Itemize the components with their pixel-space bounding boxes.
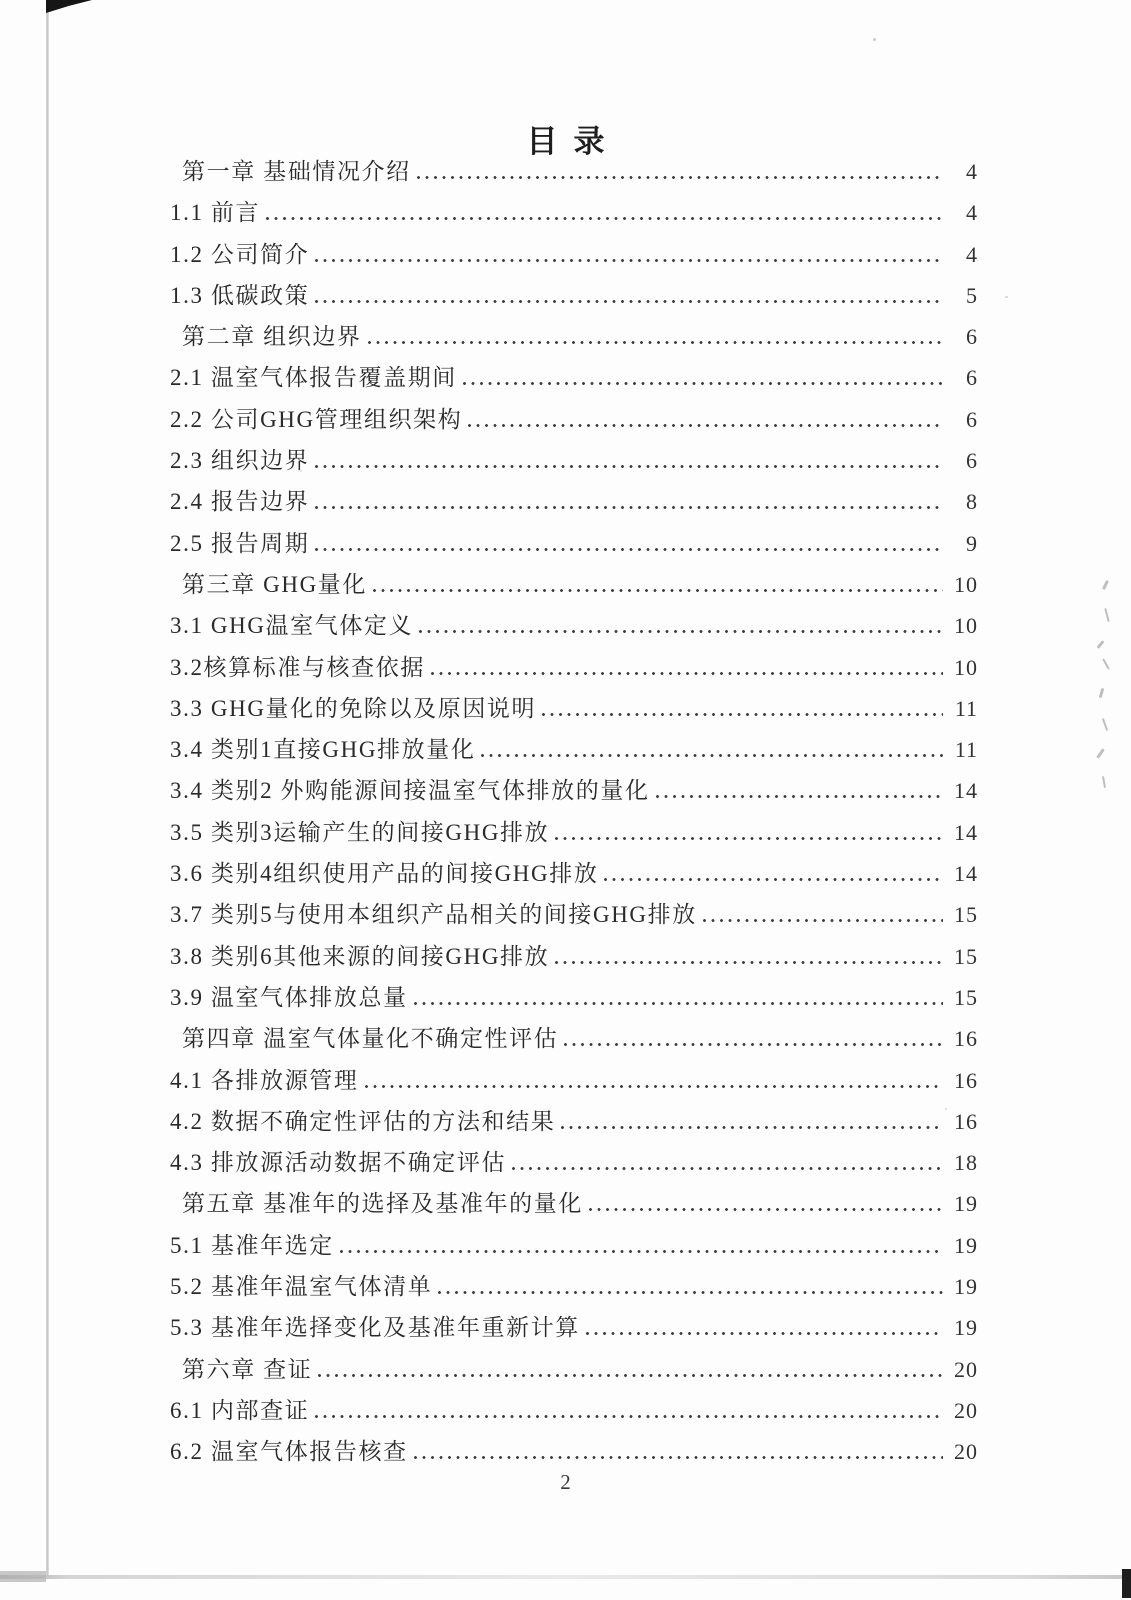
dot-leader [586, 1332, 943, 1335]
toc-entry [170, 894, 978, 935]
toc-entry [170, 1266, 978, 1307]
dot-leader [438, 1291, 943, 1294]
dot-leader [589, 1208, 943, 1211]
toc-entry [170, 234, 978, 275]
toc-entry-label: 5.2 基准年温室气体清单 [170, 1274, 433, 1300]
toc-entry [170, 1225, 978, 1266]
toc-entry-label: 2.2 公司GHG管理组织架构 [170, 406, 463, 432]
scan-speck [1005, 296, 1008, 298]
toc-entry-page: 8 [966, 489, 978, 515]
toc-entry [170, 1349, 978, 1390]
toc-entry [170, 1390, 978, 1431]
dot-leader [315, 259, 943, 262]
toc-entry [170, 1018, 978, 1059]
toc-entry-page: 18 [954, 1150, 978, 1176]
toc-entry-page: 11 [954, 737, 978, 763]
toc-entry-page: 15 [954, 984, 978, 1010]
dot-leader [318, 1374, 943, 1377]
toc-entry [170, 1101, 978, 1142]
toc-entry [170, 729, 978, 770]
toc-entry-page: 14 [954, 861, 978, 887]
toc-entry-label: 1.2 公司简介 [170, 241, 310, 267]
toc-entry-label: 第五章 基准年的选择及基准年的量化 [182, 1191, 583, 1217]
toc-entry [170, 192, 978, 233]
dot-leader [365, 1085, 944, 1088]
toc-entry-label: 3.4 类别2 外购能源间接温室气体排放的量化 [170, 778, 650, 804]
toc-entry-label: 2.5 报告周期 [170, 530, 310, 556]
toc-entry-page: 15 [954, 943, 978, 969]
toc-entry [170, 523, 978, 564]
toc-entry [170, 151, 978, 192]
toc-entry [170, 936, 978, 977]
toc-entry-page: 14 [954, 778, 978, 804]
dot-leader [564, 1043, 943, 1046]
toc-entry-label: 3.2核算标准与核查依据 [170, 654, 425, 680]
toc-entry-page: 10 [954, 654, 978, 680]
toc-entry-label: 6.1 内部查证 [170, 1397, 310, 1423]
toc-entry [170, 316, 978, 357]
toc-entry [170, 605, 978, 646]
dot-leader [315, 548, 943, 551]
toc-entry-page: 19 [954, 1274, 978, 1300]
dot-leader [468, 424, 943, 427]
toc-entry-page: 16 [954, 1026, 978, 1052]
toc-entry [170, 357, 978, 398]
toc-entry [170, 1307, 978, 1348]
toc-entry-page: 16 [954, 1108, 978, 1134]
dot-leader [315, 1415, 943, 1418]
toc-entry-label: 3.5 类别3运输产生的间接GHG排放 [170, 819, 550, 845]
toc-entry-label: 第一章 基础情况介绍 [182, 159, 411, 184]
toc-entry-page: 20 [954, 1439, 978, 1465]
toc-entry [170, 688, 978, 729]
toc-entry-page: 15 [954, 902, 978, 928]
toc-entry [170, 564, 978, 605]
toc-entry-label: 第六章 查证 [182, 1356, 313, 1382]
dot-leader [512, 1167, 943, 1170]
dot-leader [463, 382, 943, 385]
scan-edge-mark [1122, 1569, 1131, 1598]
toc-entry-label: 3.4 类别1直接GHG排放量化 [170, 737, 476, 763]
toc-entry-label: 第四章 温室气体量化不确定性评估 [182, 1026, 559, 1052]
scan-speck [873, 38, 876, 41]
toc-entry-page: 6 [966, 365, 978, 391]
dot-leader [414, 1002, 943, 1005]
toc-entry-label: 6.2 温室气体报告核查 [170, 1439, 408, 1465]
dot-leader [604, 878, 943, 881]
dot-leader [373, 589, 943, 592]
toc-entry [170, 770, 978, 811]
toc-entry-page: 6 [966, 324, 978, 350]
toc-entry-label: 第三章 GHG量化 [182, 571, 367, 597]
toc-entry-label: 3.3 GHG量化的免除以及原因说明 [170, 695, 537, 721]
toc-entry [170, 399, 978, 440]
toc-entry-page: 14 [954, 819, 978, 845]
toc-entry-page: 9 [966, 530, 978, 556]
toc-entry-page: 5 [966, 282, 978, 308]
dot-leader [656, 795, 943, 798]
toc-list [170, 151, 978, 1473]
scan-bottom-edge [0, 1575, 1131, 1579]
toc-entry [170, 440, 978, 481]
toc-entry [170, 812, 978, 853]
dot-leader [315, 300, 943, 303]
toc-entry [170, 977, 978, 1018]
toc-entry [170, 1431, 978, 1472]
toc-entry-page: 20 [954, 1356, 978, 1382]
toc-entry [170, 481, 978, 522]
toc-entry-label: 2.3 组织边界 [170, 448, 310, 474]
toc-entry-label: 4.2 数据不确定性评估的方法和结果 [170, 1108, 556, 1134]
dot-leader [555, 837, 943, 840]
toc-entry-page: 6 [966, 406, 978, 432]
toc-entry-label: 3.7 类别5与使用本组织产品相关的间接GHG排放 [170, 902, 697, 928]
toc-entry-label: 2.4 报告边界 [170, 489, 310, 515]
dot-leader [419, 630, 943, 633]
scan-smudge [0, 1571, 46, 1582]
toc-entry [170, 1060, 978, 1101]
toc-entry-label: 4.3 排放源活动数据不确定评估 [170, 1150, 507, 1176]
toc-entry-page: 4 [966, 200, 978, 226]
toc-entry-label: 4.1 各排放源管理 [170, 1067, 359, 1093]
dot-leader [417, 176, 943, 179]
toc-entry-page: 4 [966, 159, 978, 184]
dot-leader [266, 217, 943, 220]
dot-leader [340, 1250, 943, 1253]
page-fold-line [46, 0, 49, 1578]
toc-entry-label: 3.6 类别4组织使用产品的间接GHG排放 [170, 861, 599, 887]
page-title: 目录 [526, 124, 621, 159]
footer-page-number: 2 [560, 1470, 571, 1494]
dot-leader [542, 713, 943, 716]
toc-entry-label: 5.1 基准年选定 [170, 1232, 334, 1258]
dot-leader [703, 919, 943, 922]
toc-entry-page: 19 [954, 1232, 978, 1258]
dot-leader [431, 672, 943, 675]
toc-entry-label: 1.1 前言 [170, 200, 261, 226]
toc-entry-label: 2.1 温室气体报告覆盖期间 [170, 365, 457, 391]
toc-entry-page: 4 [966, 241, 978, 267]
dot-leader [561, 1126, 943, 1129]
dot-leader [414, 1456, 943, 1459]
toc-entry-label: 第二章 组织边界 [182, 324, 362, 350]
toc-entry [170, 647, 978, 688]
toc-entry-page: 10 [954, 571, 978, 597]
dot-leader [315, 465, 943, 468]
toc-entry-page: 11 [954, 695, 978, 721]
dot-leader [368, 341, 943, 344]
toc-entry-page: 19 [954, 1315, 978, 1341]
dot-leader [315, 506, 943, 509]
toc-entry-page: 20 [954, 1397, 978, 1423]
toc-entry [170, 275, 978, 316]
margin-handwriting-artifact [1090, 580, 1124, 810]
toc-entry [170, 853, 978, 894]
scan-corner-mark [46, 0, 92, 13]
toc-entry-page: 19 [954, 1191, 978, 1217]
dot-leader [481, 754, 943, 757]
toc-entry-label: 3.8 类别6其他来源的间接GHG排放 [170, 943, 550, 969]
toc-entry-label: 3.9 温室气体排放总量 [170, 984, 408, 1010]
dot-leader [555, 961, 943, 964]
toc-entry-page: 6 [966, 448, 978, 474]
toc-entry [170, 1142, 978, 1183]
toc-entry-label: 1.3 低碳政策 [170, 282, 310, 308]
toc-entry [170, 1183, 978, 1224]
toc-entry-page: 10 [954, 613, 978, 639]
toc-entry-label: 5.3 基准年选择变化及基准年重新计算 [170, 1315, 580, 1341]
toc-entry-page: 16 [954, 1067, 978, 1093]
toc-entry-label: 3.1 GHG温室气体定义 [170, 613, 414, 639]
